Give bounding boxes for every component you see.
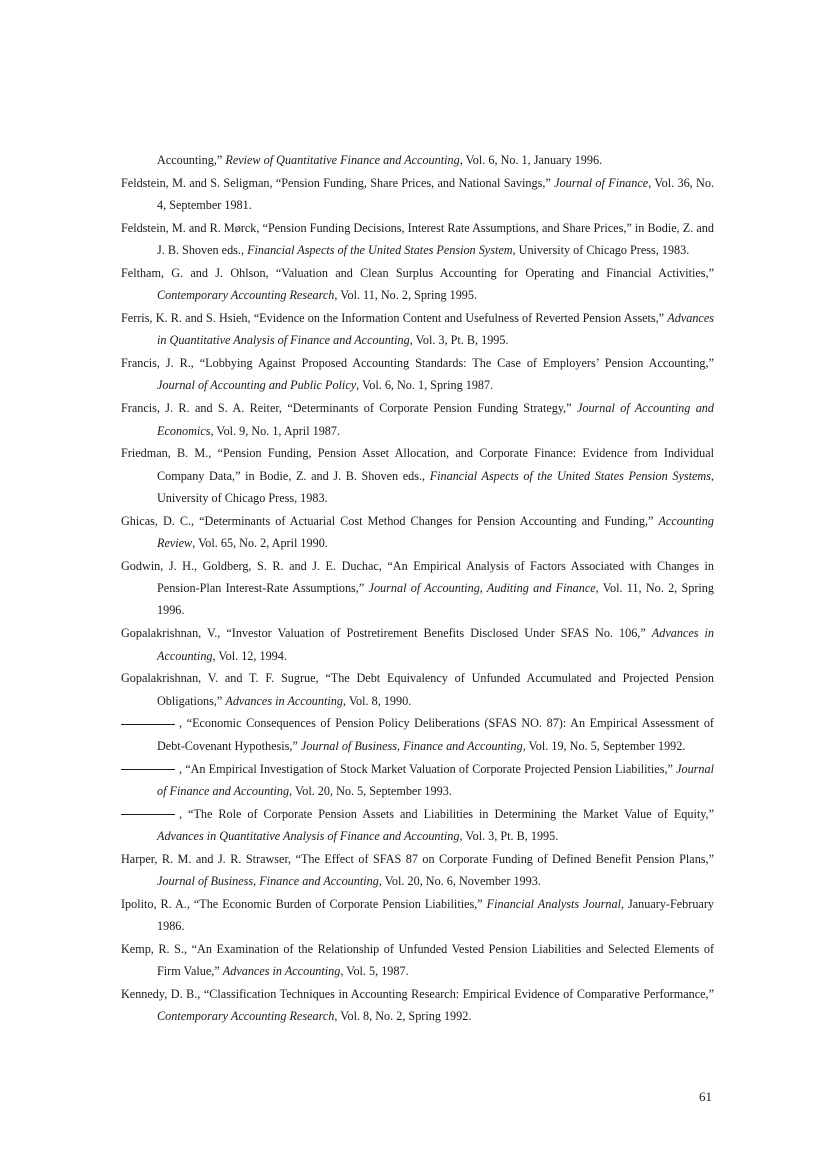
reference-text: Feldstein, M. and R. Mørck, “Pension Funding Decisions, Interest Rate Assumptions, and Share Prices,” in Bodie, Z. and J. B. Shoven eds., bbox=[121, 220, 714, 258]
reference-text: Francis, J. R., “Lobbying Against Proposed Accounting Standards: The Case of Employers’ Pension Accounting,” bbox=[121, 356, 714, 371]
same-author-dash bbox=[121, 814, 175, 815]
reference-entry bbox=[121, 848, 714, 893]
reference-text: , Vol. 11, No. 2, Spring 1996. bbox=[157, 581, 714, 618]
reference-source-title: Financial Analysts Journal bbox=[486, 896, 621, 911]
reference-text: , “An Empirical Investigation of Stock Market Valuation of Corporate Projected Pension Liabilities,” bbox=[179, 761, 677, 776]
reference-source-title: Journal of Business, Finance and Accounting bbox=[300, 738, 523, 753]
reference-entry bbox=[121, 555, 714, 622]
reference-source-title: Financial Aspects of the United States Pension Systems bbox=[429, 468, 711, 483]
reference-text: Ghicas, D. C., “Determinants of Actuarial Cost Method Changes for Pension Accounting and Funding,” bbox=[121, 513, 659, 528]
reference-source-title: Journal of Finance and Accounting bbox=[157, 761, 714, 798]
reference-text: , January-February 1986. bbox=[157, 896, 714, 934]
reference-entry bbox=[121, 758, 714, 803]
reference-entry bbox=[121, 622, 714, 667]
reference-source-title: Advances in Quantitative Analysis of Finance and Accounting bbox=[157, 828, 460, 843]
reference-text: , Vol. 8, 1990. bbox=[342, 693, 412, 708]
reference-text: , University of Chicago Press, 1983. bbox=[157, 468, 714, 505]
reference-text: , Vol. 65, No. 2, April 1990. bbox=[192, 536, 328, 551]
reference-text: Feldstein, M. and S. Seligman, “Pension Funding, Share Prices, and National Savings,” bbox=[121, 175, 555, 190]
same-author-dash bbox=[121, 769, 175, 770]
reference-text: , Vol. 5, 1987. bbox=[340, 964, 409, 979]
reference-source-title: Advances in Accounting bbox=[222, 964, 341, 979]
reference-entry bbox=[121, 803, 714, 848]
reference-text: , “The Role of Corporate Pension Assets and Liabilities in Determining the Market Value of Equity,” bbox=[179, 806, 714, 821]
reference-entry bbox=[121, 352, 714, 397]
reference-text: Kemp, R. S., “An Examination of the Relationship of Unfunded Vested Pension Liabilities and Selected Elements of Firm Value,” bbox=[121, 941, 714, 979]
reference-text: , Vol. 6, No. 1, January 1996. bbox=[459, 153, 603, 167]
reference-source-title: Advances in Accounting bbox=[157, 626, 714, 663]
reference-entry bbox=[121, 667, 714, 712]
reference-text: Kennedy, D. B., “Classification Techniques in Accounting Research: Empirical Evidence of Comparative Performance,” bbox=[121, 986, 714, 1001]
reference-entry bbox=[121, 712, 714, 757]
reference-entry bbox=[121, 262, 714, 307]
reference-source-title: Contemporary Accounting Research bbox=[157, 288, 335, 303]
reference-source-title: Journal of Accounting, Auditing and Finance bbox=[368, 581, 596, 596]
reference-text: Ferris, K. R. and S. Hsieh, “Evidence on the Information Content and Usefulness of Reverted Pension Assets,” bbox=[121, 311, 668, 326]
reference-source-title: Review of Quantitative Finance and Accounting bbox=[225, 153, 460, 167]
reference-entry bbox=[121, 307, 714, 352]
reference-source-title: Contemporary Accounting Research bbox=[157, 1009, 335, 1024]
reference-source-title: Journal of Business, Finance and Accounting bbox=[157, 874, 379, 888]
reference-entry bbox=[121, 983, 714, 1028]
reference-entry bbox=[121, 172, 714, 217]
reference-entry bbox=[121, 442, 714, 509]
reference-text: , Vol. 20, No. 5, September 1993. bbox=[289, 783, 452, 798]
reference-text: , Vol. 12, 1994. bbox=[212, 648, 287, 663]
reference-list bbox=[121, 149, 714, 1028]
reference-text: , Vol. 9, No. 1, April 1987. bbox=[210, 423, 341, 438]
reference-entry bbox=[121, 510, 714, 555]
reference-entry bbox=[121, 893, 714, 938]
reference-text: , University of Chicago Press, 1983. bbox=[512, 243, 690, 258]
reference-text: , Vol. 8, No. 2, Spring 1992. bbox=[334, 1009, 472, 1024]
reference-text: Gopalakrishnan, V., “Investor Valuation of Postretirement Benefits Disclosed Under SFAS No. 106,” bbox=[121, 626, 652, 641]
reference-text: , “Economic Consequences of Pension Policy Deliberations (SFAS NO. 87): An Empirical Assessment of Debt-Covenant Hypothesis,” bbox=[157, 716, 714, 753]
reference-text: , Vol. 20, No. 6, November 1993. bbox=[378, 874, 541, 888]
reference-text: , Vol. 3, Pt. B, 1995. bbox=[409, 333, 509, 348]
reference-source-title: Accounting Review bbox=[157, 513, 714, 551]
reference-text: Accounting,” bbox=[157, 153, 226, 167]
reference-text: Harper, R. M. and J. R. Strawser, “The Effect of SFAS 87 on Corporate Funding of Defined Benefit Pension Plans,” bbox=[121, 851, 714, 866]
reference-text: , Vol. 36, No. 4, September 1981. bbox=[157, 175, 715, 213]
same-author-dash bbox=[121, 724, 175, 725]
reference-source-title: Advances in Quantitative Analysis of Finance and Accounting bbox=[157, 311, 714, 348]
reference-text: Ipolito, R. A., “The Economic Burden of Corporate Pension Liabilities,” bbox=[121, 896, 487, 911]
reference-text: Godwin, J. H., Goldberg, S. R. and J. E. Duchac, “An Empirical Analysis of Factors Associated with Changes in Pension-Plan Interest-Rate Assumptions,” bbox=[121, 558, 714, 596]
reference-source-title: Journal of Accounting and Public Policy bbox=[157, 378, 357, 393]
reference-source-title: Financial Aspects of the United States Pension System bbox=[247, 243, 513, 258]
reference-entry bbox=[121, 217, 714, 262]
reference-text: , Vol. 6, No. 1, Spring 1987. bbox=[356, 378, 494, 393]
reference-text: Francis, J. R. and S. A. Reiter, “Determinants of Corporate Pension Funding Strategy,” bbox=[121, 401, 577, 416]
reference-text: , Vol. 19, No. 5, September 1992. bbox=[522, 738, 686, 753]
reference-entry bbox=[121, 149, 714, 171]
reference-text: Gopalakrishnan, V. and T. F. Sugrue, “The Debt Equivalency of Unfunded Accumulated and Projected Pension Obligations,” bbox=[121, 671, 714, 708]
reference-text: Feltham, G. and J. Ohlson, “Valuation and Clean Surplus Accounting for Operating and Financial Activities,” bbox=[121, 265, 714, 280]
reference-text: , Vol. 11, No. 2, Spring 1995. bbox=[334, 288, 478, 303]
reference-entry bbox=[121, 938, 714, 983]
reference-entry bbox=[121, 397, 714, 442]
reference-text: Friedman, B. M., “Pension Funding, Pension Asset Allocation, and Corporate Finance: Evidence from Individual Company Data,” in Bodie, Z. and J. B. Shoven eds., bbox=[121, 446, 714, 483]
page-number: 61 bbox=[699, 1089, 712, 1104]
reference-source-title: Advances in Accounting bbox=[225, 693, 343, 708]
reference-text: , Vol. 3, Pt. B, 1995. bbox=[459, 828, 559, 843]
reference-source-title: Journal of Accounting and Economics bbox=[157, 401, 714, 438]
reference-source-title: Journal of Finance bbox=[554, 175, 649, 190]
